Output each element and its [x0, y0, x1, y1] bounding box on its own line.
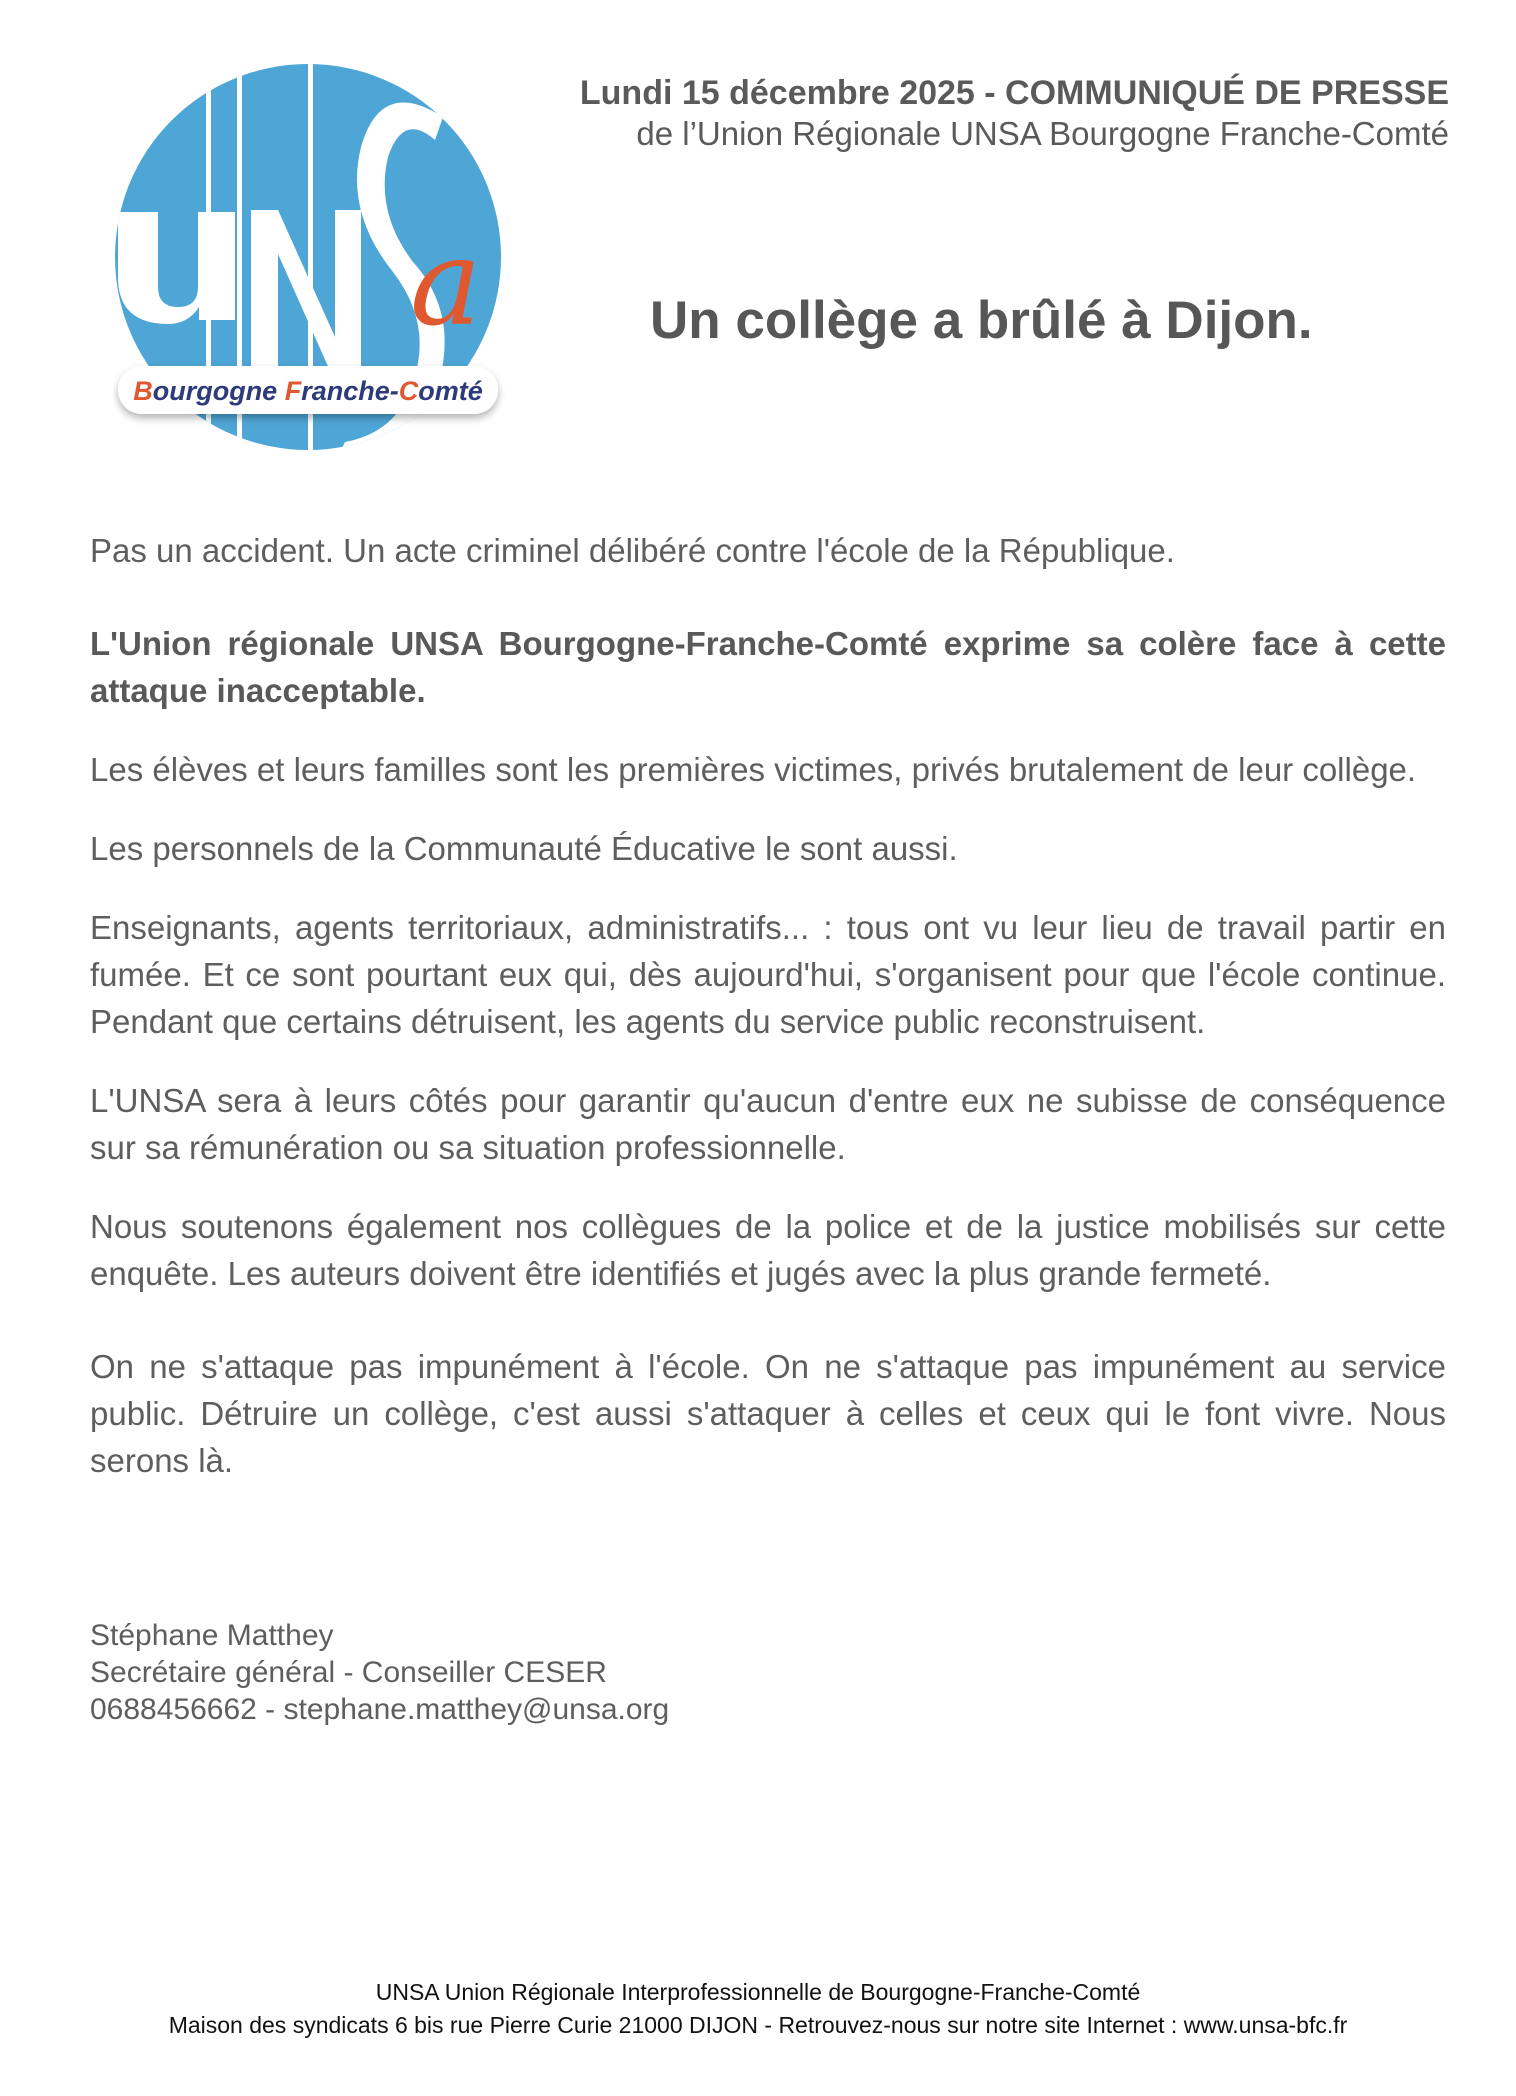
paragraph-staff: Les personnels de la Communauté Éducative le sont aussi.: [90, 830, 958, 867]
press-org-line: de l’Union Régionale UNSA Bourgogne Franche-Comté: [636, 115, 1449, 152]
unsa-logo: [113, 62, 513, 462]
press-header: [580, 72, 1449, 154]
svg-text:Bourgogne Franche-Comté: Bourgogne Franche-Comté: [133, 376, 483, 406]
signature-name: Stéphane Matthey: [90, 1619, 334, 1652]
svg-text:a: a: [410, 214, 482, 353]
page-footer: [0, 1976, 1516, 2042]
footer-org-line: UNSA Union Régionale Interprofessionnelle de Bourgogne-Franche-Comté: [375, 1979, 1141, 2005]
paragraph-police: Nous soutenons également nos collègues de la police et de la justice mobilisés sur cette enquête. Les auteurs doivent être identifiés et jugés avec la plus grande fermeté.: [90, 1208, 1446, 1292]
signature-contact: 0688456662 - stephane.matthey@unsa.org: [90, 1693, 670, 1726]
paragraph-closing: On ne s'attaque pas impunément à l'école. On ne s'attaque pas impunément au service public. Détruire un collège, c'est aussi s'attaquer à celles et ceux qui le font vivre. Nous serons là.: [90, 1348, 1446, 1479]
paragraph-support: L'UNSA sera à leurs côtés pour garantir qu'aucun d'entre eux ne subisse de conséquence sur sa rémunération ou sa situation professionnelle.: [90, 1082, 1446, 1166]
paragraph-workers: Enseignants, agents territoriaux, administratifs... : tous ont vu leur lieu de travail partir en fumée. Et ce sont pourtant eux qui, dès aujourd'hui, s'organisent pour que l'école continue. Pendant que certains détruisent, les agents du service public reconstruisent.: [90, 909, 1446, 1040]
unsa-logo-graphic: [113, 62, 513, 462]
signature-block: [90, 1617, 669, 1728]
headline: Un collège a brûlé à Dijon.: [650, 291, 1313, 350]
paragraph-lead: L'Union régionale UNSA Bourgogne-Franche-Comté exprime sa colère face à cette attaque inacceptable.: [90, 625, 1446, 709]
signature-title: Secrétaire général - Conseiller CESER: [90, 1656, 607, 1689]
press-body: [90, 527, 1446, 1484]
paragraph-intro: Pas un accident. Un acte criminel délibéré contre l'école de la République.: [90, 532, 1175, 569]
paragraph-victims: Les élèves et leurs familles sont les premières victimes, privés brutalement de leur collège.: [90, 751, 1417, 788]
footer-address-line: Maison des syndicats 6 bis rue Pierre Curie 21000 DIJON - Retrouvez-nous sur notre site Internet : www.unsa-bfc.fr: [168, 2012, 1348, 2038]
press-date-line: Lundi 15 décembre 2025 - COMMUNIQUÉ DE PRESSE: [579, 74, 1449, 112]
